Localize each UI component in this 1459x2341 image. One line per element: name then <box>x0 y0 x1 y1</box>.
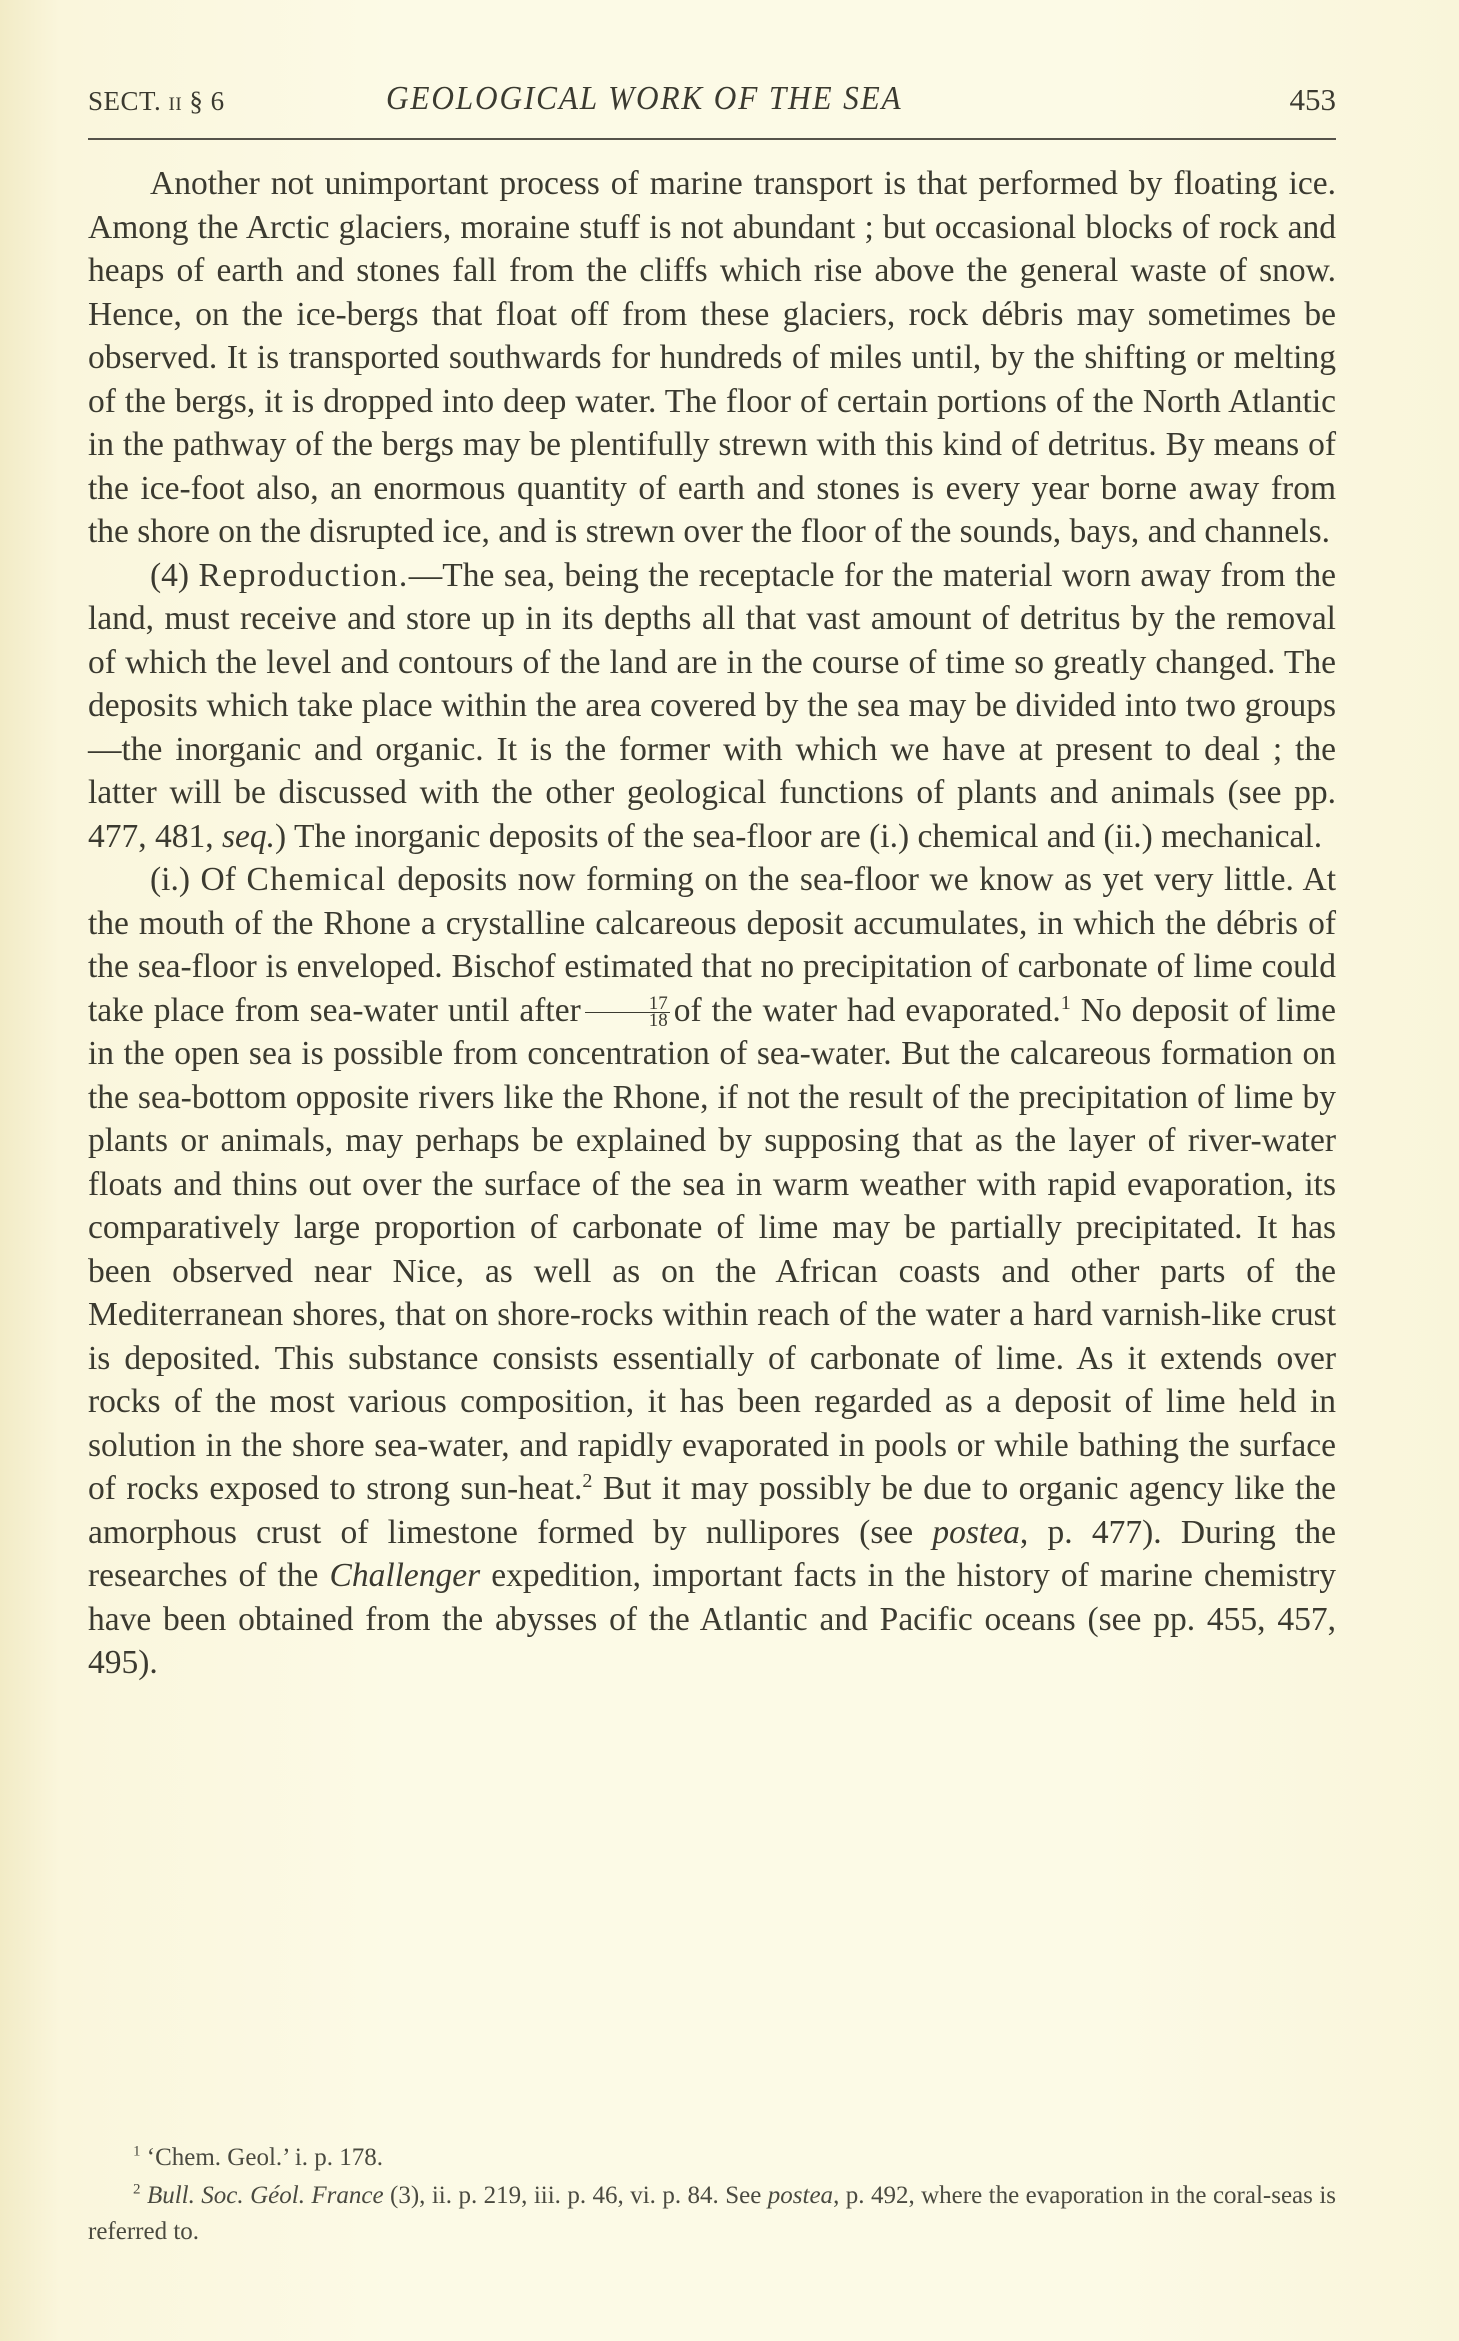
section-label: SECT. ii § 6 <box>88 86 225 116</box>
postea-ref: postea <box>932 1513 1020 1551</box>
footnote-2: $^2$ Bull. Soc. Géol. France (3), ii. p. 219, iii. p. 46, vi. p. 84. See postea, p. 492, where the evaporation in the coral-seas is referred to. <box>88 2181 1336 2245</box>
footnote-marker: 1 <box>133 2143 141 2160</box>
section-heading: Reproduction. <box>198 556 409 594</box>
ship-name: Challenger <box>329 1557 481 1594</box>
fraction: $\frac{17}{18}$ <box>585 996 670 1029</box>
footnote-marker: 2 <box>133 2181 141 2198</box>
seq-abbrev: seq. <box>222 817 276 855</box>
journal-title: Bull. Soc. Géol. France <box>146 2182 384 2209</box>
section-number: (4) <box>150 556 190 594</box>
footnote-ref-1[interactable]: 1 <box>1060 991 1071 1014</box>
subsection-heading: Chemical <box>246 861 387 898</box>
subsection-number: (i.) <box>150 861 190 898</box>
body-text <box>88 162 1336 1685</box>
header-rule <box>88 138 1336 140</box>
paragraph-reproduction: (4) Reproduction.—The sea, being the receptacle for the material worn away from the land, must receive and store up in its depths all that vast amount of detritus by the removal of which the level and contours of the land are in the course of time so greatly changed. The deposits which take place within the area covered by the sea may be divided into two groups—the inorganic and organic. It is the former with which we have at present to deal ; the latter will be discussed with the other geological functions of plants and animals (see pp. 477, 481, seq.) The inorganic deposits of the sea-floor are (i.) chemical and (ii.) mechanical. <box>88 556 1337 855</box>
running-title: GEOLOGICAL WORK OF THE SEA <box>386 80 903 117</box>
footnote-1: $^1$ ‘Chem. Geol.’ i. p. 178. <box>133 2143 384 2171</box>
paragraph-floating-ice: Another not unimportant process of marine transport is that performed by floating ice. Among the Arctic glaciers, moraine stuff is not abundant ; but occasional blocks of rock and heaps of earth and stones fall from the cliffs which rise above the general waste of snow. Hence, on the ice-bergs that float off from these glaciers, rock débris may sometimes be observed. It is transported southwards for hundreds of miles until, by the shifting or melting of the bergs, it is dropped into deep water. The floor of certain portions of the North Atlantic in the pathway of the bergs may be plentifully strewn with this kind of detritus. By means of the ice-foot also, an enormous quantity of earth and stones is every year borne away from the shore on the disrupted ice, and is strewn over the floor of the sounds, bays, and channels. <box>88 165 1336 550</box>
footnote-ref-2[interactable]: 2 <box>582 1469 593 1492</box>
running-header <box>88 76 1336 126</box>
paragraph-chemical-deposits: (i.) Of Chemical deposits now forming on the sea-floor we know as yet very little. At the mouth of the Rhone a crystalline calcareous deposit accumulates, in which the débris of the sea-floor is enveloped. Bischof estimated that no precipitation of carbonate of lime could take place from sea-water until after $\frac{17}{18}$ of the water had evaporated.$^1$ No deposit of lime in the open sea is possible from concentration of sea-water. But the calcareous formation on the sea-bottom opposite rivers like the Rhone, if not the result of the precipitation of lime by plants or animals, may perhaps be explained by supposing that as the layer of river-water floats and thins out over the surface of the sea in warm weather with rapid evaporation, its comparatively large proportion of carbonate of lime may be partially precipitated. It has been observed near Nice, as well as on the African coasts and other parts of the Mediterranean shores, that on shore-rocks within reach of the water a hard varnish-like crust is deposited. This substance consists essentially of carbonate of lime. As it extends over rocks of the most various composition, it has been regarded as a deposit of lime held in solution in the shore sea-water, and rapidly evaporated in pools or while bathing the surface of rocks exposed to strong sun-heat.$^2$ But it may possibly be due to organic agency like the amorphous crust of limestone formed by nullipores (see postea, p. 477). During the researches of the Challenger expedition, important facts in the history of marine chemistry have been obtained from the abysses of the Atlantic and Pacific oceans (see pp. 455, 457, 495). <box>88 861 1337 1681</box>
footnotes <box>88 2140 1336 2250</box>
page-number: 453 <box>1289 82 1336 117</box>
